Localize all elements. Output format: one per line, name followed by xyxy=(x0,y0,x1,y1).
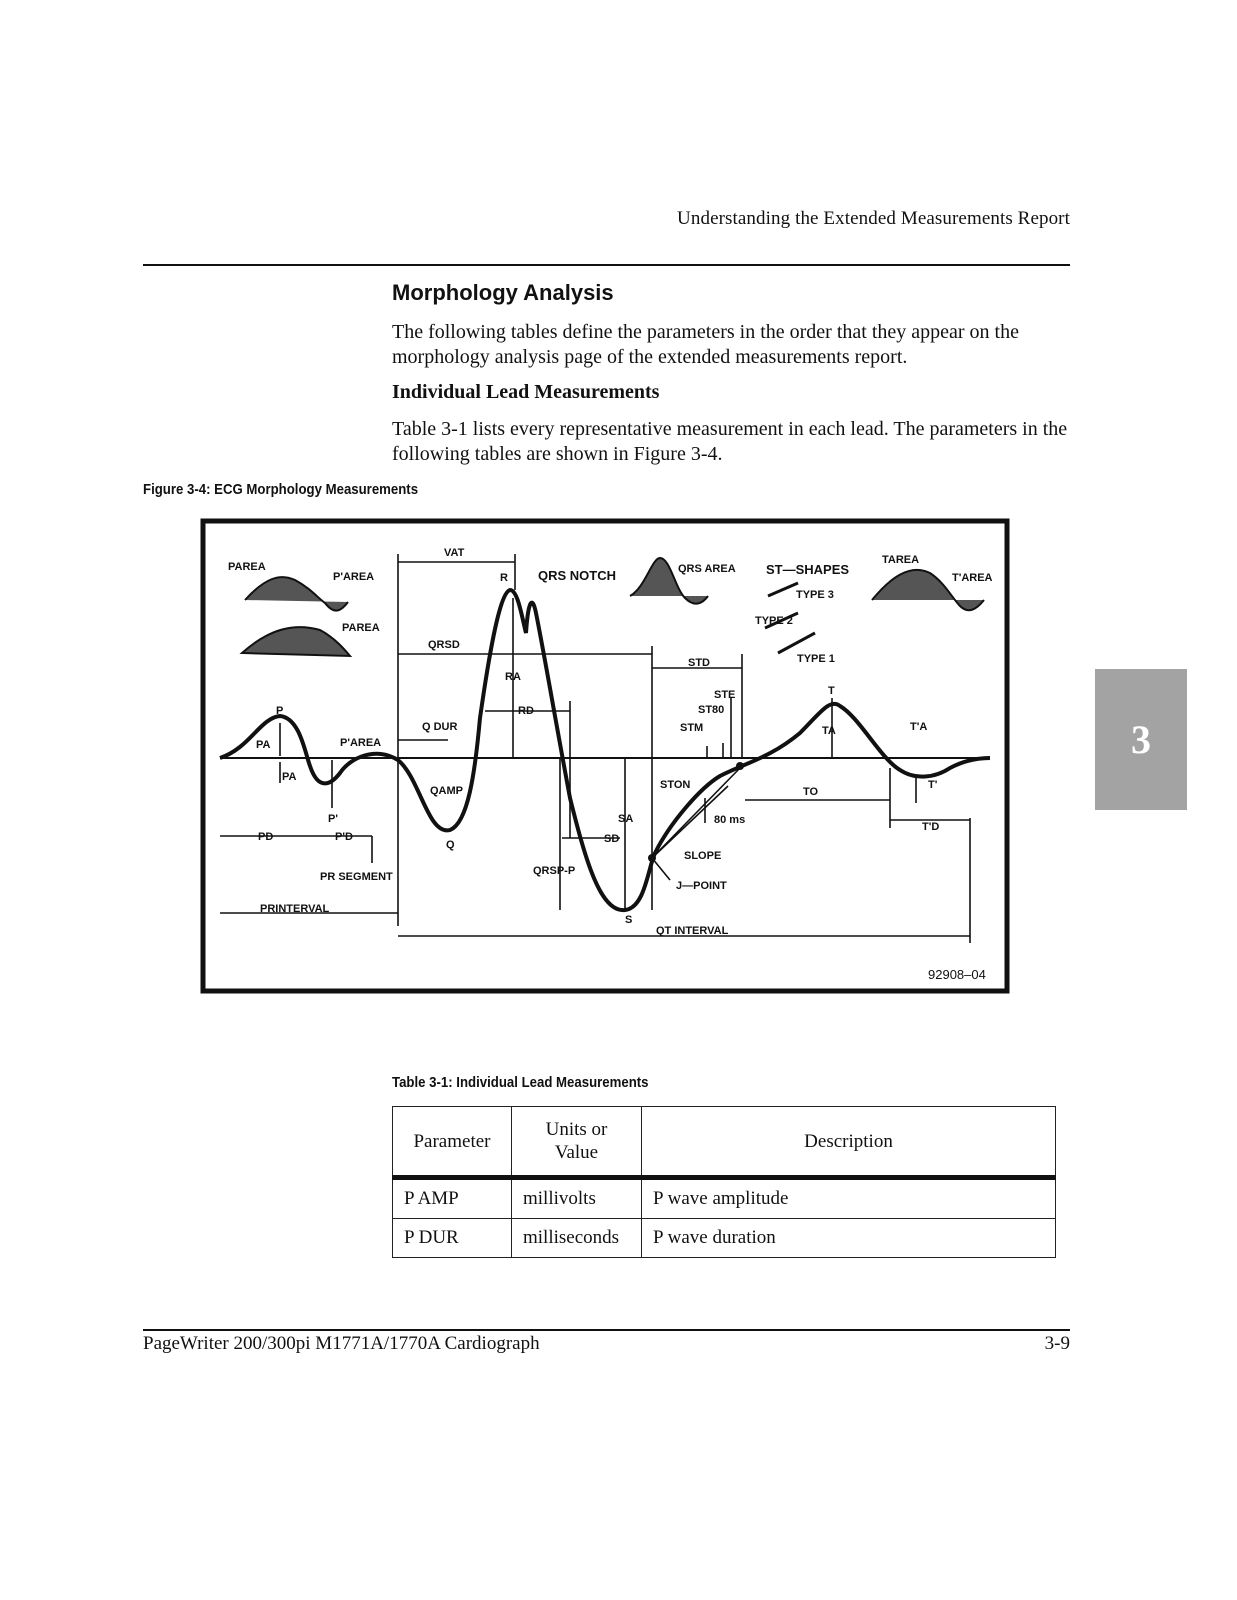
description-header: Description xyxy=(642,1107,1056,1178)
units-cell: milliseconds xyxy=(512,1219,642,1258)
header-rule xyxy=(143,264,1070,266)
parameter-cell: P DUR xyxy=(393,1219,512,1258)
st-end-dot xyxy=(736,762,744,770)
pa-label: PA xyxy=(256,739,271,751)
qamp-label: QAMP xyxy=(430,785,463,797)
pa2-label: PA xyxy=(282,771,297,783)
q-label: Q xyxy=(446,839,455,851)
r-label: R xyxy=(500,572,508,584)
pprime-label: P' xyxy=(328,813,338,825)
table-row xyxy=(393,1178,1056,1219)
p-label: P xyxy=(276,705,284,717)
intro-paragraph: The following tables define the parameters in the order that they appear on the morphology analysis page of the extended measurements report. xyxy=(392,321,1019,368)
stm-label: STM xyxy=(680,722,704,734)
st-type1-line xyxy=(778,633,815,653)
footer-title: PageWriter 200/300pi M1771A/1770A Cardiograph xyxy=(143,1333,540,1354)
tarea-label: TAREA xyxy=(882,554,920,566)
type2-label: TYPE 2 xyxy=(755,615,793,627)
description-cell: P wave amplitude xyxy=(642,1178,1056,1219)
parea2-shape xyxy=(242,627,350,656)
running-header: Understanding the Extended Measurements Report xyxy=(677,208,1070,229)
j-point-dot xyxy=(648,854,656,862)
rd-label: RD xyxy=(518,705,534,717)
pparea-label: P'AREA xyxy=(333,571,375,583)
st-type3-line xyxy=(768,583,798,596)
ra-label: RA xyxy=(505,671,521,683)
ta-label: TA xyxy=(822,725,836,737)
pd-label: PD xyxy=(258,831,274,843)
subheading: Individual Lead Measurements xyxy=(392,381,660,403)
sd-label: SD xyxy=(604,833,620,845)
figure-caption: Figure 3-4: ECG Morphology Measurements xyxy=(143,481,419,498)
parameter-header: Parameter xyxy=(393,1107,512,1178)
qdur-label: Q DUR xyxy=(422,721,458,733)
ppd-label: P'D xyxy=(335,831,353,843)
to-label: TO xyxy=(803,786,819,798)
sa-label: SA xyxy=(618,813,634,825)
type1-label: TYPE 1 xyxy=(797,653,835,665)
qrs-notch-label: QRS NOTCH xyxy=(538,568,616,583)
qrs-area-label: QRS AREA xyxy=(678,563,736,575)
parea-label: PAREA xyxy=(228,561,266,573)
section-title: Morphology Analysis xyxy=(392,280,614,305)
tprime-label: T' xyxy=(928,779,938,791)
table-header-row xyxy=(393,1107,1056,1178)
type3-label: TYPE 3 xyxy=(796,589,834,601)
tpa-label: T'A xyxy=(910,721,928,733)
ms80-label: 80 ms xyxy=(714,814,746,826)
qrspp-label: QRSP-P xyxy=(533,865,576,877)
jpoint-label: J—POINT xyxy=(676,880,727,892)
subheading-paragraph: Table 3-1 lists every representative measurement in each lead. The parameters in the following tables are shown in Figure 3-4. xyxy=(392,418,1068,465)
units-header-line1: Units or xyxy=(545,1119,608,1140)
pr-segment-label: PR SEGMENT xyxy=(320,871,393,883)
footer-rule xyxy=(143,1329,1070,1331)
vat-label: VAT xyxy=(444,547,465,559)
drawing-number: 92908–04 xyxy=(928,967,986,982)
ecg-trace xyxy=(220,590,990,910)
qrsd-label: QRSD xyxy=(428,639,460,651)
page-number: 3-9 xyxy=(1044,1333,1070,1354)
units-header-line2: Value xyxy=(554,1142,599,1163)
s-label: S xyxy=(625,914,633,926)
lead-measurements-table xyxy=(392,1106,1056,1258)
st80-label: ST80 xyxy=(698,704,725,716)
pr-interval-label: PRINTERVAL xyxy=(260,903,330,915)
chapter-tab: 3 xyxy=(1095,669,1187,810)
description-cell: P wave duration xyxy=(642,1219,1056,1258)
units-cell: millivolts xyxy=(512,1178,642,1219)
st-shapes-label: ST—SHAPES xyxy=(766,562,850,577)
parameter-cell: P AMP xyxy=(393,1178,512,1219)
std-label: STD xyxy=(688,657,710,669)
ecg-diagram xyxy=(200,518,1012,996)
t-label: T xyxy=(828,685,835,697)
ste-label: STE xyxy=(714,689,736,701)
tparea-label: T'AREA xyxy=(952,572,993,584)
parea2-label: PAREA xyxy=(342,622,380,634)
qt-interval-label: QT INTERVAL xyxy=(656,925,729,937)
tpd-label: T'D xyxy=(922,821,940,833)
table-row xyxy=(393,1219,1056,1258)
ston-label: STON xyxy=(660,779,691,791)
figure-labels xyxy=(228,547,993,982)
pparea2-label: P'AREA xyxy=(340,737,382,749)
ecg-figure xyxy=(200,518,1012,996)
units-header xyxy=(512,1107,642,1178)
slope-label: SLOPE xyxy=(684,850,722,862)
table-caption: Table 3-1: Individual Lead Measurements xyxy=(392,1074,649,1091)
